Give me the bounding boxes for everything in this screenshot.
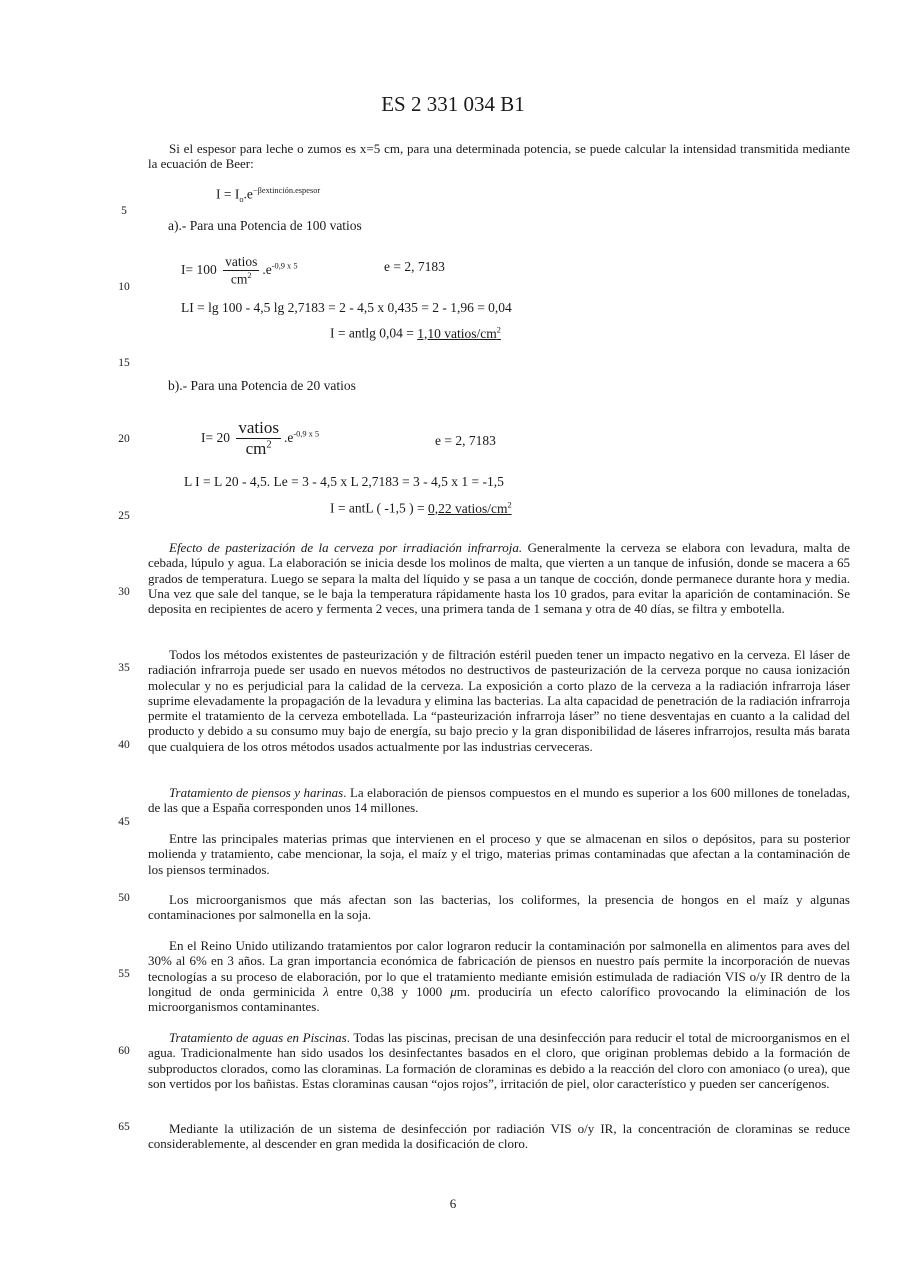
intro-text: Si el espesor para leche o zumos es x=5 cm, para una determinada potencia, se puede calcular la intensidad transmitida mediante la ecuación de Beer: <box>148 141 850 172</box>
line-number: 65 <box>118 1121 130 1133</box>
page-number: 6 <box>449 1196 457 1211</box>
paragraph-disinfection: Mediante la utilización de un sistema de desinfección por radiación VIS o/y IR, la concentración de cloraminas se reduce considerablemente, al descender en gran medida la dosificación de cloro. <box>148 1121 850 1152</box>
paragraph-laser: Todos los métodos existentes de pasteurización y de filtración estéril pueden tener un impacto negativo en la cerveza. El láser de radiación infrarroja puede ser usado en nuevos métodos no destructivos de pasteurización de la cerveza porque no causa ionización molecular y no es perjudicial para la calidad de la cerveza. La exposición a corto plazo de la cerveza a la radiación infrarroja láser suprime elevadamente la propagación de la levadura y elimina las bacterias. La alta capacidad de penetración de la radiación infrarroja permite el tratamiento de la cerveza embotellada. La “pasteurización infrarroja láser” no tiene desventajas en cuanto a la calidad del producto y debido a su consumo muy bajo de energía, su bajo precio y la gran disponibilidad de láseres infrarrojos, resulta más barata que cualquiera de los otros métodos usados actualmente por las industrias cerveceras. <box>148 647 850 754</box>
line-number: 50 <box>118 892 130 904</box>
case-a-frac-den: $cm^2$ <box>230 271 252 287</box>
beer-lhs: I = I <box>216 186 240 202</box>
case-b-result-value: 0,22 vatios/$cm^2$ <box>427 500 512 516</box>
intro-paragraph <box>148 141 850 172</box>
heading-beer: Efecto de pasterización de la cerveza por irradiación infrarroja. <box>169 540 523 555</box>
case-b-result: I = antL ( -1,5 ) = 0,22 vatios/$cm^2$ <box>330 500 512 516</box>
beer-equation <box>216 186 320 204</box>
paragraph-microorganisms: Los microorganismos que más afectan son las bacterias, los coliformes, la presencia de hongos en el maíz y algunas contaminaciones por salmonella en la soja. <box>148 892 850 923</box>
beer-mid: .e <box>243 186 253 202</box>
line-number: 5 <box>121 205 127 217</box>
case-b-fraction <box>236 418 281 460</box>
case-a-fraction <box>223 254 259 288</box>
case-b-equation <box>201 418 319 460</box>
line-number: 30 <box>118 586 130 598</box>
case-b-heading: b).- Para una Potencia de 20 vatios <box>168 378 356 393</box>
line-number: 55 <box>118 968 130 980</box>
case-a-heading: a).- Para una Potencia de 100 vatios <box>168 218 362 233</box>
case-a-e: .e <box>262 262 272 278</box>
document-number: ES 2 331 034 B1 <box>381 92 525 116</box>
case-b-frac-num: vatios <box>236 418 281 439</box>
case-b-e: .e <box>283 429 294 445</box>
line-number: 25 <box>118 510 130 522</box>
heading-feed: Tratamiento de piensos y harinas <box>169 785 344 800</box>
line-number: 60 <box>118 1045 130 1057</box>
line-number: 15 <box>118 357 130 369</box>
paragraph-beer: Efecto de pasterización de la cerveza por irradiación infrarroja. Generalmente la cerveza se elabora con levadura, malta de cebada, lúpulo y agua. La elaboración se inicia desde los molinos de malta, que vierten a un tanque de infusión, donde se macera a 65 grados de temperatura. Luego se separa la malta del líquido y se pasa a un tanque de cocción, donde permanece durante hora y media. Una vez que sale del tanque, se le baja la temperatura rápidamente hasta los 10 grados, para evitar la aparición de contaminación. Se deposita en recipientes de acero y fermenta 2 veces, una primera tanda de 1 semana y otra de 40 días, se filtra y embotella. <box>148 540 850 617</box>
case-b-i: I= 20 <box>201 429 230 445</box>
line-number: 40 <box>118 739 130 751</box>
beer-sub: o <box>239 195 244 205</box>
line-number: 10 <box>118 281 130 293</box>
case-a-result-value: 1,10 vatios/$cm^2$ <box>417 325 501 341</box>
heading-pools: Tratamiento de aguas en Piscinas <box>169 1030 347 1045</box>
paragraph-pools: Tratamiento de aguas en Piscinas. Todas las piscinas, precisan de una desinfección para reducir el total de microorganismos en el agua. Tradicionalmente han sido usados los desinfectantes basados en el cloro, que originan problemas debido a la formación de subproductos clorados, como las cloraminas. La formación de cloraminas es debido a la reacción del cloro con amoniaco (o urea), que son vertidos por los bañistas. Estas cloraminas causan “ojos rojos”, irritación de piel, olor característico y pueden ser cancerígenos. <box>148 1030 851 1091</box>
case-b-log-line: L I = L 20 - 4,5. Le = 3 - 4,5 x L 2,7183 = 3 - 4,5 x 1 = -1,5 <box>184 474 504 489</box>
paragraph-feed: Tratamiento de piensos y harinas. La elaboración de piensos compuestos en el mundo es superior a los 600 millones de toneladas, de las que a España corresponden unos 14 millones. <box>148 785 850 816</box>
case-b-frac-den: $cm^2$ <box>245 439 272 459</box>
line-number: 20 <box>118 433 130 445</box>
case-a-e-constant: e = 2, 7183 <box>384 259 445 274</box>
case-a-frac-num: vatios <box>223 254 259 271</box>
case-a-equation <box>181 254 298 288</box>
beer-exp: −βextinción.espesor <box>252 186 321 195</box>
paragraph-raw-materials: Entre las principales materias primas que intervienen en el proceso y que se almacenan en silos o depósitos, para su posterior molienda y tratamiento, cabe mencionar, la soja, el maíz y el trigo, materias primas contaminadas que afectan a la contaminación de los piensos terminados. <box>148 831 850 877</box>
case-b-e-exp: -0,9 x 5 <box>293 429 320 439</box>
line-number: 45 <box>118 816 130 828</box>
case-a-result: I = antlg 0,04 = 1,10 vatios/$cm^2$ <box>330 325 501 341</box>
case-a-log-line: LI = lg 100 - 4,5 lg 2,7183 = 2 - 4,5 x 0,435 = 2 - 1,96 = 0,04 <box>181 300 512 315</box>
case-a-e-exp: -0,9 x 5 <box>271 261 298 271</box>
case-a-i: I= 100 <box>181 262 217 278</box>
line-number: 35 <box>118 662 130 674</box>
paragraph-uk: En el Reino Unido utilizando tratamientos por calor lograron reducir la contaminación por salmonella en alimentos para aves del 30% al 6% en 3 años. La gran importancia económica de fabricación de piensos en nuestro país permite la incorporación de nuevas tecnologías a su proceso de elaboración, por lo que el tratamiento mediante emisión estimulada de radiación VIS o/y IR dentro de la longitud de onda germinicida λ entre 0,38 y 1000 μm. produciría un efecto calorífico provocando la eliminación de los microorganismos contaminantes. <box>148 938 850 1015</box>
case-b-e-constant: e = 2, 7183 <box>435 433 496 448</box>
